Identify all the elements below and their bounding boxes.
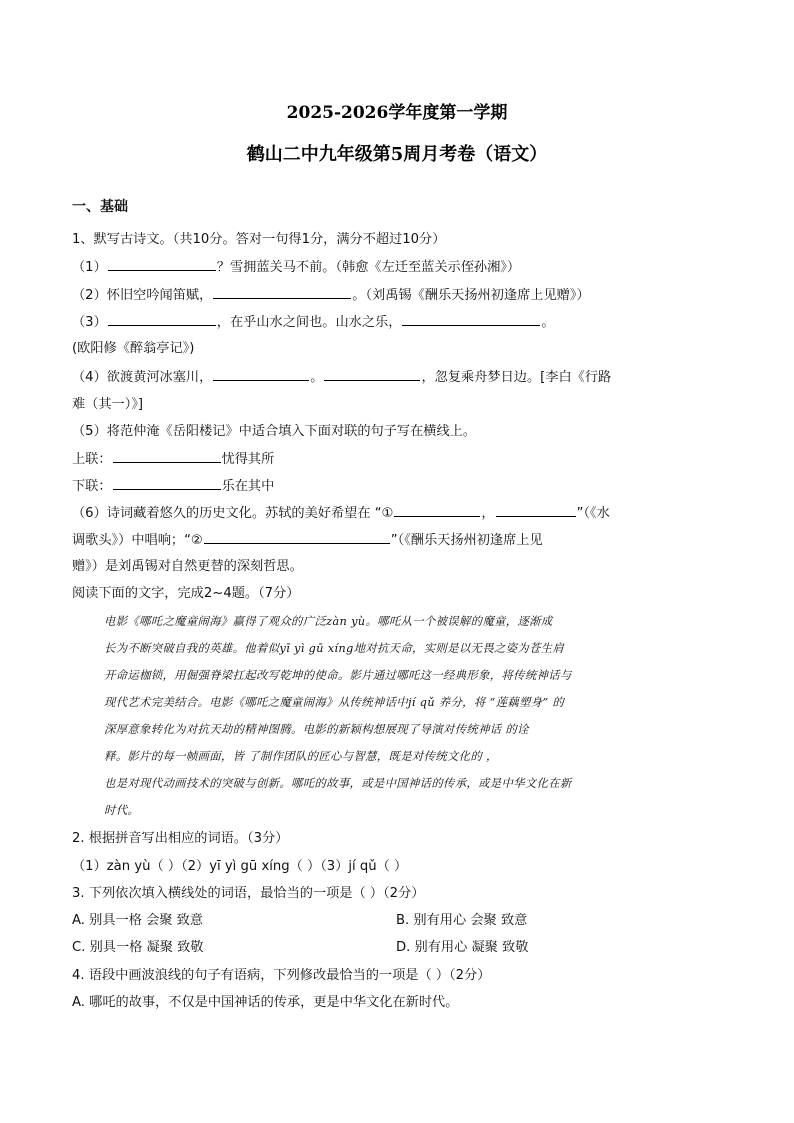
q1-item-6-comma: ， [481, 506, 495, 521]
q1-item-3-mid: ，在乎山水之间也。山水之乐， [216, 315, 402, 330]
q4-option-a[interactable]: A. 哪吒的故事，不仅是中国神话的传承，更是中华文化在新时代。 [72, 995, 459, 1010]
answer-blank[interactable] [324, 368, 420, 381]
q1-item-1-prefix: （1） [72, 260, 107, 275]
q1-item-2 [72, 286, 590, 305]
q1-item-1-text: ？雪拥蓝关马不前。（韩愈《左迁至蓝关示侄孙湘》） [216, 260, 521, 275]
reading-intro: 阅读下面的文字，完成2~4题。（7分） [72, 586, 300, 601]
couplet-lower-label: 下联： [72, 479, 112, 494]
answer-blank[interactable] [394, 504, 480, 517]
q1-item-4-prefix: （4）欲渡黄河冰塞川， [72, 370, 213, 385]
answer-blank[interactable] [213, 286, 351, 299]
passage-line: 深厚意象转化为对抗天劫的精神图腾。电影的新颖构想展现了导演对传统神话 的诠 [104, 722, 529, 736]
q1-item-3-end: 。 [541, 315, 555, 330]
answer-blank[interactable] [204, 531, 390, 544]
q1-item-4-mid: 。 [310, 370, 324, 385]
couplet-upper-text: 忧得其所 [221, 452, 275, 467]
question-3-stem: 3. 下列依次填入横线处的词语，最恰当的一项是（ ）（2分） [72, 886, 425, 901]
exam-term-title: 2025-2026学年度第一学期 [286, 103, 508, 123]
passage-line: 释。影片的每一帧画面，皆 了制作团队的匠心与智慧，既是对传统文化的 ， [104, 749, 498, 763]
q1-item-6-line-2-text: ”（《酬乐天扬州初逢席上见 [390, 533, 543, 548]
answer-blank[interactable] [496, 504, 576, 517]
answer-blank[interactable] [113, 477, 221, 490]
answer-blank[interactable] [402, 313, 540, 326]
passage-line: 电影《哪吒之魔童闹海》赢得了观众的广泛zàn yù。哪吒从一个被误解的魔童，逐渐成 [104, 614, 553, 628]
q1-item-6-line-3: 赠》）是刘禹锡对自然更替的深刻哲思。 [72, 559, 303, 574]
passage-line: 长为不断突破自我的英雄。他着似yī yì gū xíng地对抗天命，实则是以无畏之姿为苍生肩 [104, 641, 565, 655]
q1-item-6-line-2-prefix: 调歌头》）中唱响；“② [72, 533, 203, 548]
answer-blank[interactable] [213, 368, 309, 381]
q1-item-6-line-2 [72, 531, 543, 550]
q3-option-b[interactable]: B. 别有用心 会聚 致意 [396, 913, 528, 928]
q1-item-1 [72, 258, 520, 277]
q1-item-2-text: 。（刘禹锡《酬乐天扬州初逢席上见赠》） [352, 288, 590, 303]
question-4-stem: 4. 语段中画波浪线的句子有语病，下列修改最恰当的一项是（ ）（2分） [72, 968, 491, 983]
exam-paper-title: 鹤山二中九年级第5周月考卷（语文） [246, 144, 548, 165]
q1-item-2-prefix: （2）怀旧空吟闻笛赋， [72, 288, 213, 303]
answer-blank[interactable] [108, 258, 216, 271]
question-1-stem: 1、默写古诗文。（共10分。答对一句得1分，满分不超过10分） [72, 232, 446, 247]
answer-blank[interactable] [108, 313, 216, 326]
q3-option-a[interactable]: A. 别具一格 会聚 致意 [72, 913, 204, 928]
q1-item-5: （5）将范仲淹《岳阳楼记》中适合填入下面对联的句子写在横线上。 [72, 424, 477, 439]
q1-item-6-prefix: （6）诗词藏着悠久的历史文化。苏轼的美好希望在 “① [72, 506, 394, 521]
section-heading: 一、基础 [72, 199, 128, 215]
question-2-stem: 2. 根据拼音写出相应的词语。（3分） [72, 831, 289, 846]
q1-item-3 [72, 313, 555, 332]
question-2-items: （1）zàn yù（ ）（2）yī yì gū xíng（ ）（3）jí qǔ（ ） [72, 859, 408, 874]
q1-item-4-source: 难（其一）》] [72, 397, 144, 412]
passage-line: 现代艺术完美结合。电影《哪吒之魔童闹海》从传统神话中jí qǔ 养分，将 “莲藕塑身” 的 [104, 695, 565, 709]
passage-line: 时代。 [104, 803, 140, 817]
q3-option-d[interactable]: D. 别有用心 凝聚 致敬 [396, 940, 529, 955]
passage-line: 也是对现代动画技术的突破与创新。哪吒的故事，或是中国神话的传承，或是中华文化在新 [104, 776, 572, 790]
passage-line: 开命运枷锁，用倔强脊梁扛起改写乾坤的使命。影片通过哪吒这一经典形象，将传统神话与 [104, 668, 572, 682]
couplet-lower-text: 乐在其中 [221, 479, 275, 494]
answer-blank[interactable] [113, 450, 221, 463]
q1-item-3-source: (欧阳修《醉翁亭记》) [72, 341, 195, 356]
q1-item-6-text: ”（《水 [576, 506, 610, 521]
couplet-lower [72, 477, 274, 496]
couplet-upper-label: 上联： [72, 452, 112, 467]
q1-item-3-prefix: （3） [72, 315, 107, 330]
q1-item-4 [72, 368, 611, 387]
q1-item-4-text: ，忽复乘舟梦日边。[李白《行路 [421, 370, 612, 385]
couplet-upper [72, 450, 274, 469]
q3-option-c[interactable]: C. 别具一格 凝聚 致敬 [72, 940, 204, 955]
q1-item-6 [72, 504, 610, 523]
